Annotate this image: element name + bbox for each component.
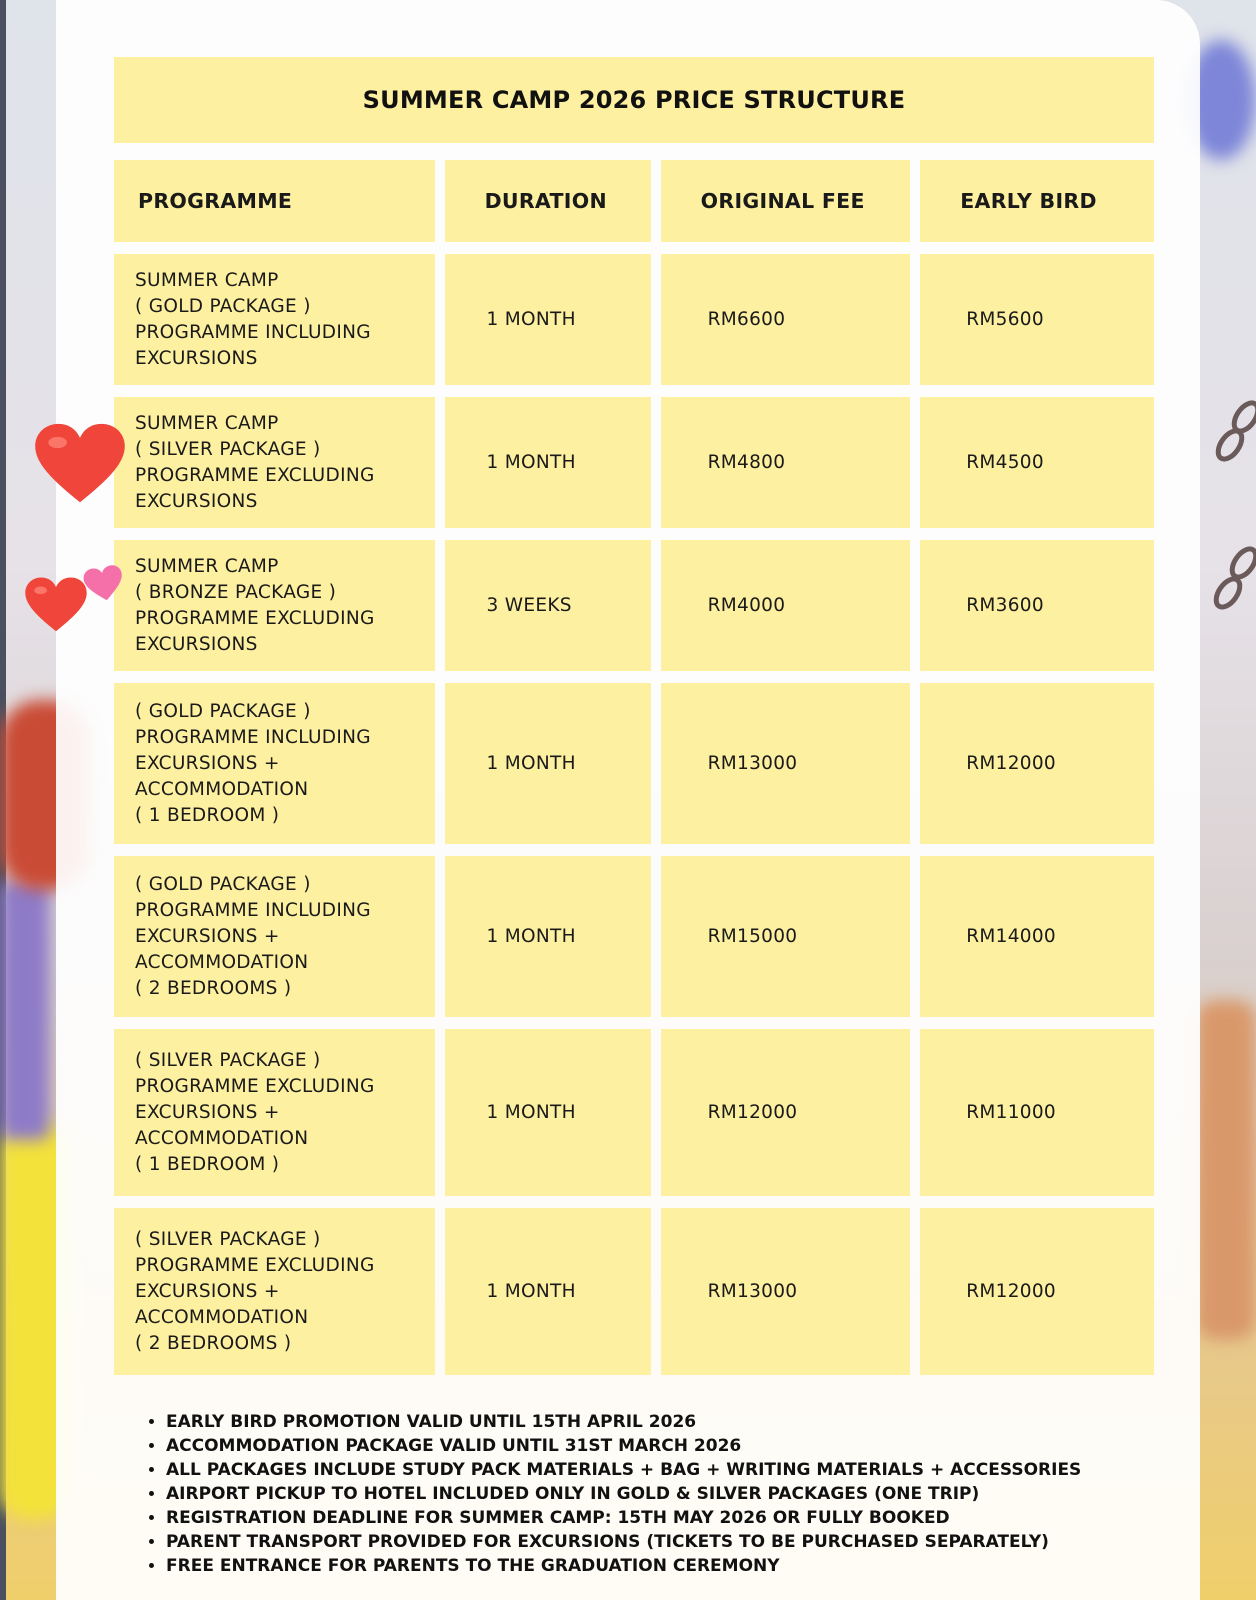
- heart-icon: [33, 422, 127, 506]
- header-programme: PROGRAMME: [114, 160, 435, 242]
- table-header-row: [114, 160, 1154, 242]
- programme-cell: SUMMER CAMP ( SILVER PACKAGE ) PROGRAMME EXCLUDING EXCURSIONS: [114, 397, 435, 528]
- duration-cell: 1 MONTH: [445, 1029, 651, 1196]
- early-bird-cell: RM12000: [920, 1208, 1154, 1375]
- programme-cell: SUMMER CAMP ( GOLD PACKAGE ) PROGRAMME INCLUDING EXCURSIONS: [114, 254, 435, 385]
- duration-cell: 1 MONTH: [445, 1208, 651, 1375]
- note-item: • ACCOMMODATION PACKAGE VALID UNTIL 31ST MARCH 2026: [166, 1434, 1081, 1458]
- note-item: • REGISTRATION DEADLINE FOR SUMMER CAMP: 15TH MAY 2026 OR FULLY BOOKED: [166, 1506, 1081, 1530]
- background-blob-purple: [0, 880, 50, 1140]
- heart-icon: [24, 576, 88, 634]
- duration-cell: 3 WEEKS: [445, 540, 651, 671]
- note-item: • EARLY BIRD PROMOTION VALID UNTIL 15TH APRIL 2026: [166, 1410, 1081, 1434]
- table-row: [114, 683, 1154, 844]
- table-row: [114, 397, 1154, 528]
- table-row: [114, 254, 1154, 385]
- early-bird-cell: RM4500: [920, 397, 1154, 528]
- programme-cell: ( GOLD PACKAGE ) PROGRAMME INCLUDING EXCURSIONS + ACCOMMODATION ( 1 BEDROOM ): [114, 683, 435, 844]
- programme-cell: ( SILVER PACKAGE ) PROGRAMME EXCLUDING EXCURSIONS + ACCOMMODATION ( 2 BEDROOMS ): [114, 1208, 435, 1375]
- header-early-bird: EARLY BIRD: [920, 160, 1154, 242]
- note-item: • FREE ENTRANCE FOR PARENTS TO THE GRADUATION CEREMONY: [166, 1554, 1081, 1578]
- background-blob-orange: [1196, 1000, 1256, 1340]
- original-fee-cell: RM12000: [661, 1029, 911, 1196]
- note-item: • AIRPORT PICKUP TO HOTEL INCLUDED ONLY IN GOLD & SILVER PACKAGES (ONE TRIP): [166, 1482, 1081, 1506]
- original-fee-cell: RM15000: [661, 856, 911, 1017]
- notes-list: [138, 1410, 1081, 1578]
- price-table: [114, 160, 1154, 1387]
- original-fee-cell: RM6600: [661, 254, 911, 385]
- table-row: [114, 1208, 1154, 1375]
- table-row: [114, 540, 1154, 671]
- duration-cell: 1 MONTH: [445, 397, 651, 528]
- early-bird-cell: RM14000: [920, 856, 1154, 1017]
- original-fee-cell: RM4000: [661, 540, 911, 671]
- pink-heart-icon: [81, 563, 127, 605]
- chain-icon: [1200, 395, 1256, 655]
- header-original-fee: ORIGINAL FEE: [661, 160, 911, 242]
- original-fee-cell: RM13000: [661, 683, 911, 844]
- duration-cell: 1 MONTH: [445, 254, 651, 385]
- duration-cell: 1 MONTH: [445, 856, 651, 1017]
- original-fee-cell: RM4800: [661, 397, 911, 528]
- duration-cell: 1 MONTH: [445, 683, 651, 844]
- early-bird-cell: RM3600: [920, 540, 1154, 671]
- programme-cell: ( SILVER PACKAGE ) PROGRAMME EXCLUDING EXCURSIONS + ACCOMMODATION ( 1 BEDROOM ): [114, 1029, 435, 1196]
- table-row: [114, 1029, 1154, 1196]
- note-item: • PARENT TRANSPORT PROVIDED FOR EXCURSIONS (TICKETS TO BE PURCHASED SEPARATELY): [166, 1530, 1081, 1554]
- programme-cell: ( GOLD PACKAGE ) PROGRAMME INCLUDING EXCURSIONS + ACCOMMODATION ( 2 BEDROOMS ): [114, 856, 435, 1017]
- header-duration: DURATION: [445, 160, 651, 242]
- early-bird-cell: RM11000: [920, 1029, 1154, 1196]
- original-fee-cell: RM13000: [661, 1208, 911, 1375]
- programme-cell: SUMMER CAMP ( BRONZE PACKAGE ) PROGRAMME EXCLUDING EXCURSIONS: [114, 540, 435, 671]
- early-bird-cell: RM12000: [920, 683, 1154, 844]
- note-item: • ALL PACKAGES INCLUDE STUDY PACK MATERIALS + BAG + WRITING MATERIALS + ACCESSORIES: [166, 1458, 1081, 1482]
- table-row: [114, 856, 1154, 1017]
- early-bird-cell: RM5600: [920, 254, 1154, 385]
- page-title: SUMMER CAMP 2026 PRICE STRUCTURE: [114, 57, 1154, 143]
